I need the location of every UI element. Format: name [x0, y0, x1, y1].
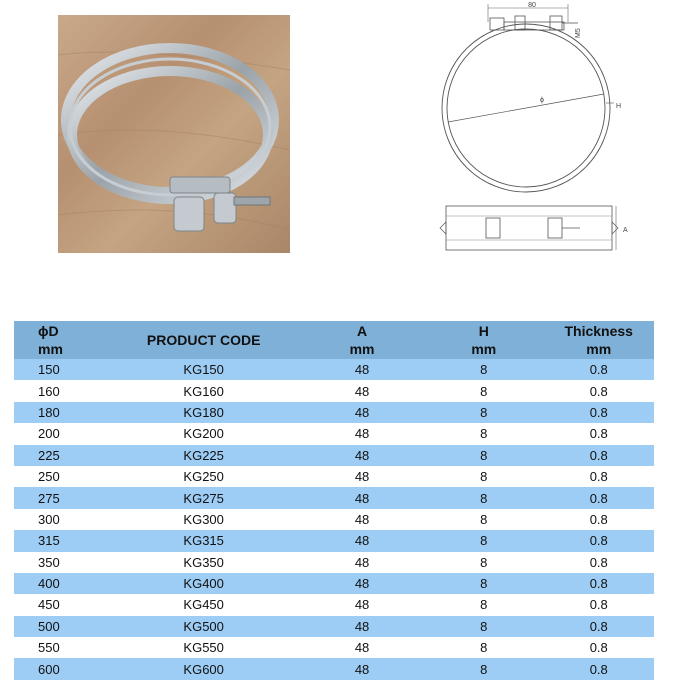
cell-diameter: 160 [14, 380, 107, 401]
cell-product-code: KG150 [107, 359, 300, 380]
clamp-ring-illustration [58, 15, 290, 253]
cell-h: 8 [424, 637, 543, 658]
table-row [14, 594, 654, 615]
header-thickness-label: Thickness [564, 323, 633, 339]
table-row [14, 402, 654, 423]
table-row [14, 616, 654, 637]
cell-diameter: 450 [14, 594, 107, 615]
cell-a: 48 [300, 509, 424, 530]
cell-thickness: 0.8 [543, 402, 654, 423]
table-header-row [14, 321, 654, 359]
cell-h: 8 [424, 658, 543, 679]
cell-a: 48 [300, 402, 424, 423]
cell-diameter: 550 [14, 637, 107, 658]
cell-diameter: 400 [14, 573, 107, 594]
cell-product-code: KG550 [107, 637, 300, 658]
cell-a: 48 [300, 530, 424, 551]
cell-product-code: KG300 [107, 509, 300, 530]
cell-product-code: KG400 [107, 573, 300, 594]
cell-thickness: 0.8 [543, 594, 654, 615]
cell-h: 8 [424, 530, 543, 551]
header-thickness [543, 321, 654, 359]
cell-thickness: 0.8 [543, 552, 654, 573]
cell-product-code: KG200 [107, 423, 300, 444]
cell-product-code: KG500 [107, 616, 300, 637]
table-row [14, 359, 654, 380]
table-row [14, 637, 654, 658]
cell-thickness: 0.8 [543, 658, 654, 679]
cell-thickness: 0.8 [543, 637, 654, 658]
table-row [14, 552, 654, 573]
cell-h: 8 [424, 616, 543, 637]
cell-a: 48 [300, 445, 424, 466]
technical-drawing [420, 0, 630, 270]
cell-a: 48 [300, 637, 424, 658]
header-diameter-label: ϕD [38, 323, 59, 339]
header-product-code [107, 321, 300, 359]
cell-thickness: 0.8 [543, 573, 654, 594]
table-row [14, 573, 654, 594]
header-diameter-unit: mm [38, 341, 63, 357]
cell-diameter: 200 [14, 423, 107, 444]
table-row [14, 423, 654, 444]
dim-a-label: A [623, 227, 628, 234]
cell-thickness: 0.8 [543, 616, 654, 637]
cell-a: 48 [300, 423, 424, 444]
cell-h: 8 [424, 359, 543, 380]
header-a [300, 321, 424, 359]
cell-diameter: 500 [14, 616, 107, 637]
cell-product-code: KG315 [107, 530, 300, 551]
cell-product-code: KG225 [107, 445, 300, 466]
cell-h: 8 [424, 552, 543, 573]
cell-a: 48 [300, 487, 424, 508]
cell-a: 48 [300, 359, 424, 380]
cell-product-code: KG450 [107, 594, 300, 615]
header-h-label: H [478, 323, 489, 339]
header-a-label: A [356, 323, 368, 339]
cell-diameter: 350 [14, 552, 107, 573]
header-thickness-unit: mm [586, 341, 612, 357]
cell-diameter: 180 [14, 402, 107, 423]
cell-a: 48 [300, 616, 424, 637]
header-diameter [14, 321, 107, 359]
cell-thickness: 0.8 [543, 445, 654, 466]
cell-thickness: 0.8 [543, 423, 654, 444]
cell-thickness: 0.8 [543, 530, 654, 551]
cell-diameter: 275 [14, 487, 107, 508]
cell-diameter: 600 [14, 658, 107, 679]
header-h [424, 321, 543, 359]
table-row [14, 658, 654, 679]
cell-h: 8 [424, 445, 543, 466]
dim-width-label: 80 [528, 2, 536, 9]
cell-diameter: 150 [14, 359, 107, 380]
cell-thickness: 0.8 [543, 380, 654, 401]
dim-diameter-label: ϕ [540, 97, 544, 104]
table-row [14, 445, 654, 466]
header-a-unit: mm [349, 341, 375, 357]
header-product-code-label: PRODUCT CODE [146, 332, 261, 348]
clamp-schematic [420, 0, 630, 270]
table-row [14, 509, 654, 530]
cell-h: 8 [424, 466, 543, 487]
dim-h-label: H [616, 103, 622, 110]
cell-thickness: 0.8 [543, 466, 654, 487]
header-h-unit: mm [471, 341, 497, 357]
table-row [14, 530, 654, 551]
table-row [14, 487, 654, 508]
cell-h: 8 [424, 487, 543, 508]
cell-a: 48 [300, 594, 424, 615]
cell-product-code: KG275 [107, 487, 300, 508]
cell-h: 8 [424, 594, 543, 615]
cell-h: 8 [424, 423, 543, 444]
cell-product-code: KG350 [107, 552, 300, 573]
cell-product-code: KG600 [107, 658, 300, 679]
cell-diameter: 300 [14, 509, 107, 530]
cell-h: 8 [424, 402, 543, 423]
cell-product-code: KG250 [107, 466, 300, 487]
cell-h: 8 [424, 509, 543, 530]
cell-a: 48 [300, 573, 424, 594]
spec-table [14, 321, 654, 680]
cell-a: 48 [300, 552, 424, 573]
cell-a: 48 [300, 466, 424, 487]
cell-diameter: 225 [14, 445, 107, 466]
cell-h: 8 [424, 380, 543, 401]
cell-thickness: 0.8 [543, 509, 654, 530]
cell-a: 48 [300, 658, 424, 679]
cell-a: 48 [300, 380, 424, 401]
product-photo [58, 15, 290, 253]
table-row [14, 380, 654, 401]
cell-h: 8 [424, 573, 543, 594]
dim-bolt-label: M5 [575, 28, 582, 38]
cell-product-code: KG180 [107, 402, 300, 423]
cell-diameter: 315 [14, 530, 107, 551]
cell-thickness: 0.8 [543, 487, 654, 508]
cell-product-code: KG160 [107, 380, 300, 401]
cell-diameter: 250 [14, 466, 107, 487]
table-row [14, 466, 654, 487]
cell-thickness: 0.8 [543, 359, 654, 380]
